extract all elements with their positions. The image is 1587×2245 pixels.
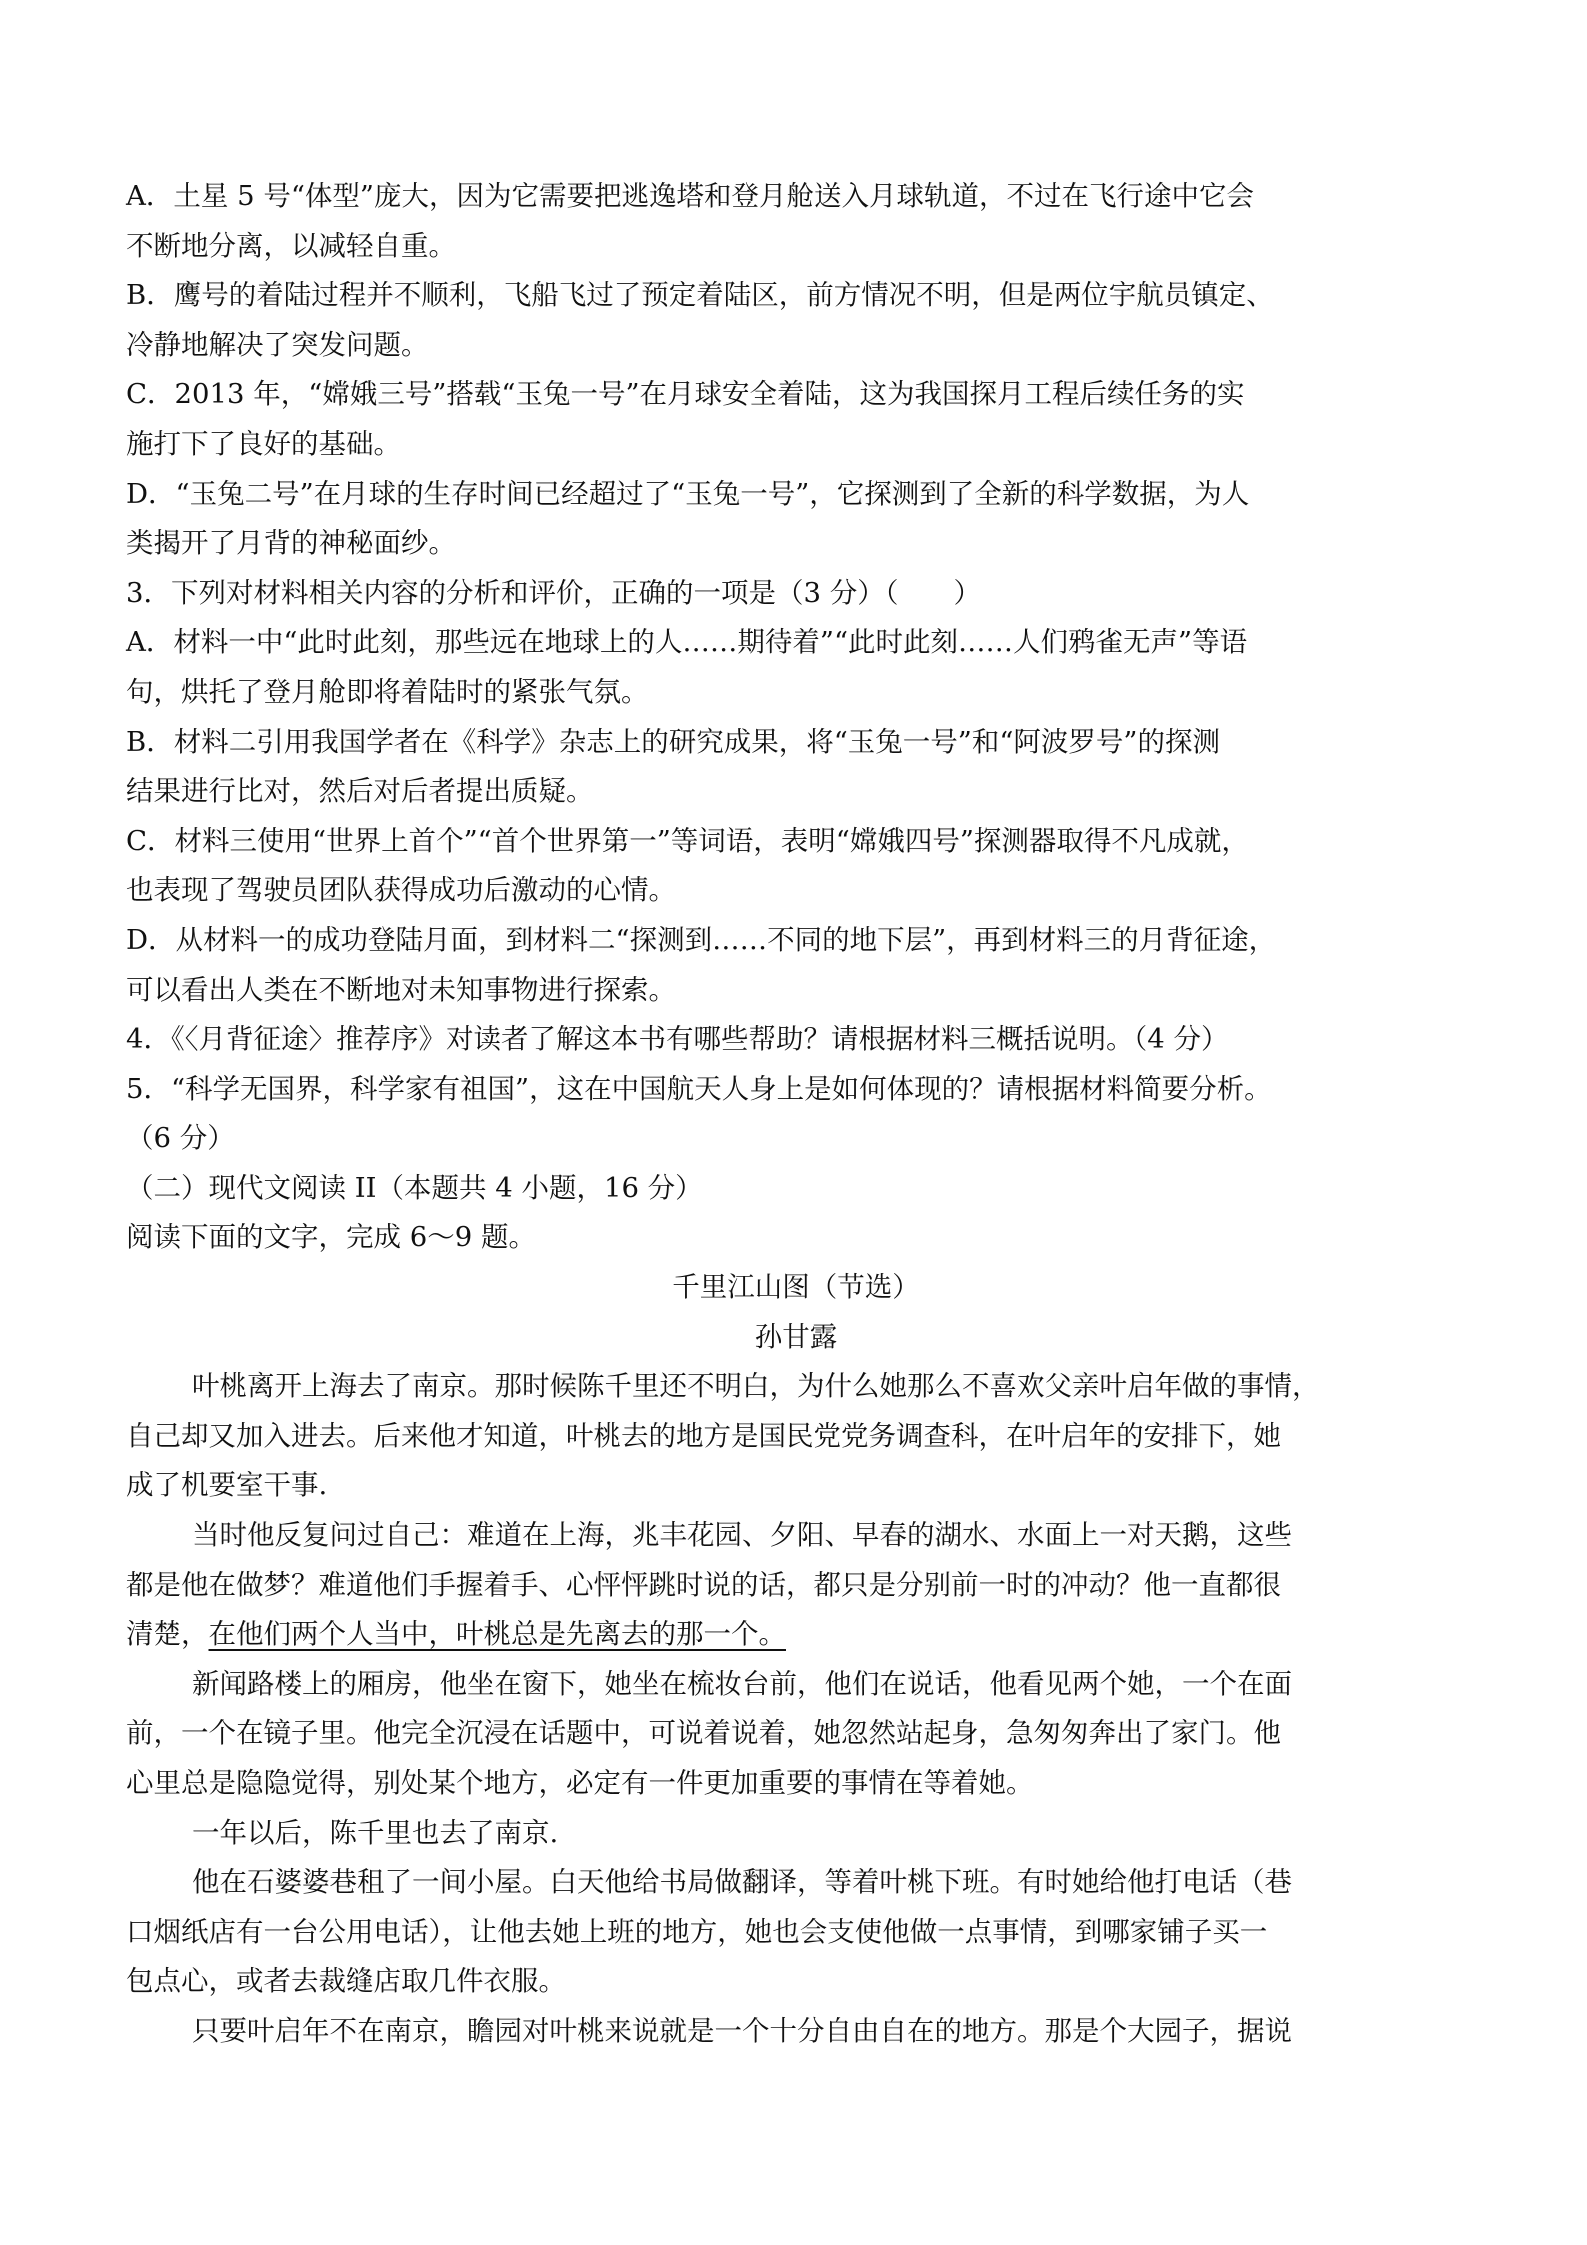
p6-line1: 只要叶启年不在南京，瞻园对叶桃来说就是一个十分自由自在的地方。那是个大园子，据说 xyxy=(192,2014,1292,2047)
q5-stem: 5．“科学无国界，科学家有祖国”，这在中国航天人身上是如何体现的？请根据材料简要分析。 xyxy=(126,1072,1272,1105)
q2-option-b-line1: B．鹰号的着陆过程并不顺利，飞船飞过了预定着陆区，前方情况不明，但是两位宇航员镇定、 xyxy=(126,279,1274,312)
p1-line2: 自己却又加入进去。后来他才知道，叶桃去的地方是国民党党务调查科，在叶启年的安排下，她 xyxy=(126,1419,1281,1452)
q3-option-a-line1: A．材料一中“此时此刻，那些远在地球上的人……期待着”“此时此刻……人们鸦雀无声”等语 xyxy=(126,626,1248,659)
q2-option-a-line1: A．土星 5 号“体型”庞大，因为它需要把逃逸塔和登月舱送入月球轨道，不过在飞行途中它会 xyxy=(126,180,1254,212)
article-author: 孙甘露 xyxy=(754,1320,838,1353)
q3-option-b-line1: B．材料二引用我国学者在《科学》杂志上的研究成果，将“玉兔一号”和“阿波罗号”的探测 xyxy=(126,725,1220,758)
q3-option-a-line2: 句，烘托了登月舱即将着陆时的紧张气氛。 xyxy=(126,675,649,708)
q3-option-c-line1: C．材料三使用“世界上首个”“首个世界第一”等词语，表明“嫦娥四号”探测器取得不凡成就， xyxy=(126,824,1249,857)
q2-option-d-line2: 类揭开了月背的神秘面纱。 xyxy=(126,527,456,560)
q4-stem: 4．《〈月背征途〉推荐序》对读者了解这本书有哪些帮助？请根据材料三概括说明。（4 分） xyxy=(126,1023,1229,1056)
p4-line1: 一年以后，陈千里也去了南京. xyxy=(192,1816,559,1849)
p2-line3-prefix: 清楚， xyxy=(126,1618,209,1651)
p3-line1: 新闻路楼上的厢房，他坐在窗下，她坐在梳妆台前，他们在说话，他看见两个她，一个在面 xyxy=(192,1667,1292,1700)
p1-line1: 叶桃离开上海去了南京。那时候陈千里还不明白，为什么她那么不喜欢父亲叶启年做的事情， xyxy=(192,1370,1320,1403)
q3-option-d-line1: D．从材料一的成功登陆月面，到材料二“探测到……不同的地下层”，再到材料三的月背征途， xyxy=(126,923,1277,956)
q2-option-d-line1: D．“玉兔二号”在月球的生存时间已经超过了“玉兔一号”，它探测到了全新的科学数据，为人 xyxy=(126,477,1250,510)
article-title: 千里江山图（节选） xyxy=(672,1271,920,1304)
p2-line2: 都是他在做梦？难道他们手握着手、心怦怦跳时说的话，都只是分别前一时的冲动？他一直都很 xyxy=(126,1568,1281,1601)
q3-option-d-line2: 可以看出人类在不断地对未知事物进行探索。 xyxy=(126,973,676,1006)
p5-line3: 包点心，或者去裁缝店取几件衣服。 xyxy=(126,1965,566,1998)
exam-page xyxy=(126,172,1466,2057)
p2-line1: 当时他反复问过自己：难道在上海，兆丰花园、夕阳、早春的湖水、水面上一对天鹅，这些 xyxy=(192,1519,1292,1552)
q2-option-c-line2: 施打下了良好的基础。 xyxy=(126,427,401,460)
p2-line3 xyxy=(126,1610,1466,1660)
q3-stem: 3．下列对材料相关内容的分析和评价，正确的一项是（3 分）（ ） xyxy=(126,576,981,609)
p5-line2: 口烟纸店有一台公用电话），让他去她上班的地方，她也会支使他做一点事情，到哪家铺子买一 xyxy=(126,1915,1268,1948)
q2-option-c-line1: C．2013 年，“嫦娥三号”搭载“玉兔一号”在月球安全着陆，这为我国探月工程后续任务的实 xyxy=(126,378,1245,411)
underlined-sentence: 在他们两个人当中，叶桃总是先离去的那一个。 xyxy=(208,1618,786,1651)
q5-points: （6 分） xyxy=(126,1122,235,1155)
q3-option-c-line2: 也表现了驾驶员团队获得成功后激动的心情。 xyxy=(126,874,676,907)
q2-option-b-line2: 冷静地解决了突发问题。 xyxy=(126,328,429,361)
p5-line1: 他在石婆婆巷租了一间小屋。白天他给书局做翻译，等着叶桃下班。有时她给他打电话（巷 xyxy=(192,1866,1292,1899)
p3-line3: 心里总是隐隐觉得，别处某个地方，必定有一件更加重要的事情在等着她。 xyxy=(126,1767,1034,1799)
section-instruction: 阅读下面的文字，完成 6～9 题。 xyxy=(126,1221,536,1254)
p1-line3: 成了机要室干事. xyxy=(126,1469,328,1502)
section-heading: （二）现代文阅读 II（本题共 4 小题，16 分） xyxy=(126,1171,703,1204)
q2-option-a-line2: 不断地分离，以减轻自重。 xyxy=(126,229,456,262)
q3-option-b-line2: 结果进行比对，然后对后者提出质疑。 xyxy=(126,775,594,808)
p3-line2: 前，一个在镜子里。他完全沉浸在话题中，可说着说着，她忽然站起身，急匆匆奔出了家门。他 xyxy=(126,1717,1281,1750)
